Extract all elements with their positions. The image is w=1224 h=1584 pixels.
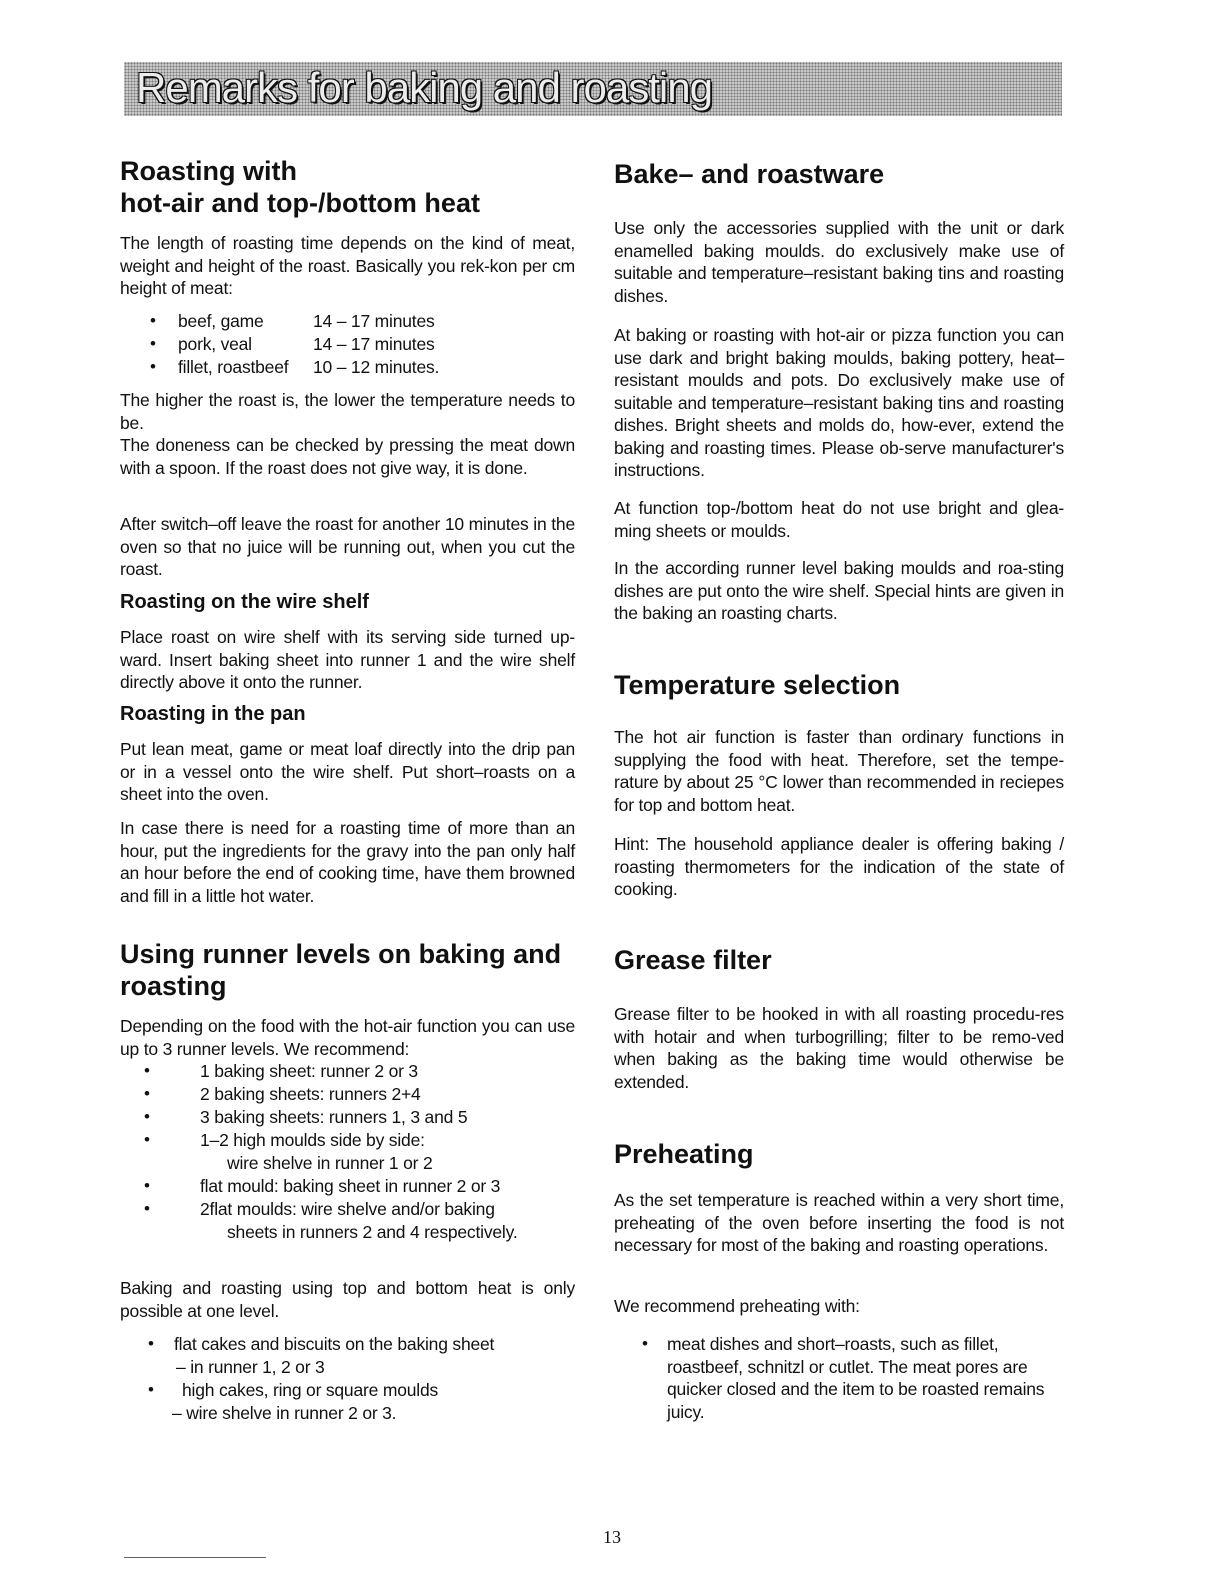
temperature-heading: Temperature selection: [614, 670, 901, 700]
runners-heading-line1: Using runner levels on baking and: [120, 939, 562, 969]
footer-divider: [124, 1557, 266, 1558]
list-bullet: •: [144, 1061, 150, 1080]
grease-text: Grease filter to be hooked in with all roasting procedu-res with hotair and when turbogrilling; filter to be remo-ved when baking as the baking time would otherwise be extended.: [614, 1004, 1064, 1092]
preheating-heading: Preheating: [614, 1139, 754, 1169]
list-bullet: •: [144, 1130, 150, 1149]
runners-heading-line2: roasting: [120, 971, 227, 1001]
bakeware-text-3: At function top-/bottom heat do not use bright and glea-ming sheets or moulds.: [614, 498, 1064, 541]
list-item: 2 baking sheets: runners 2+4: [200, 1084, 421, 1104]
list-item: 2flat moulds: wire shelve and/or baking: [200, 1199, 495, 1219]
preheating-item: meat dishes and short–roasts, such as fillet, roastbeef, schnitzl or cutlet. The meat pores are quicker closed and the item to be roasted remains juicy.: [667, 1334, 1045, 1422]
list-bullet: •: [150, 357, 156, 376]
bakeware-text-1: Use only the accessories supplied with the unit or dark enamelled baking moulds. do exclusively make use of suitable and temperature–resistant baking tins and roasting dishes.: [614, 218, 1064, 306]
list-bullet: •: [150, 311, 156, 330]
list-item-meat: pork, veal: [178, 334, 252, 354]
preheating-text-2: We recommend preheating with:: [614, 1296, 860, 1316]
list-bullet: •: [148, 1380, 154, 1399]
list-item-meat: fillet, roastbeef: [178, 357, 289, 377]
roasting-intro: The length of roasting time depends on the kind of meat, weight and height of the roast. Basically you rek-kon per cm height of meat:: [120, 233, 575, 298]
list-item: flat cakes and biscuits on the baking sheet: [174, 1334, 495, 1354]
list-item-time: 14 – 17 minutes: [313, 311, 435, 331]
grease-heading: Grease filter: [614, 945, 772, 975]
temperature-hint: Hint: The household appliance dealer is offering baking / roasting thermometers for the indication of the state of cooking.: [614, 834, 1064, 899]
runners-intro: Depending on the food with the hot-air function you can use up to 3 runner levels. We recommend:: [120, 1016, 575, 1059]
list-item: wire shelve in runner 1 or 2: [227, 1153, 433, 1173]
list-bullet: •: [144, 1176, 150, 1195]
list-item: high cakes, ring or square moulds: [182, 1380, 439, 1400]
list-bullet: •: [148, 1334, 154, 1353]
list-bullet: •: [150, 334, 156, 353]
section-banner: [124, 62, 1062, 116]
list-item: 3 baking sheets: runners 1, 3 and 5: [200, 1107, 468, 1127]
pan-heading: Roasting in the pan: [120, 703, 306, 725]
roasting-after-text: After switch–off leave the roast for another 10 minutes in the oven so that no juice will be running out, when you cut the roast.: [120, 514, 575, 579]
list-item: – wire shelve in runner 2 or 3.: [172, 1403, 397, 1423]
list-item-meat: beef, game: [178, 311, 264, 331]
list-item: sheets in runners 2 and 4 respectively.: [227, 1222, 518, 1242]
bakeware-text-2: At baking or roasting with hot-air or pizza function you can use dark and bright baking moulds, baking pottery, heat–resistant moulds and pots. Do exclusively make use of suitable and temperature–resistant baking tins and roasting dishes. Bright sheets and molds do, how-ever, extend the baking and roasting times. Please ob-serve manufacturer's instructions.: [614, 325, 1064, 480]
list-item: 1 baking sheet: runner 2 or 3: [200, 1061, 418, 1081]
page-number: 13: [603, 1527, 621, 1547]
preheating-text-1: As the set temperature is reached within a very short time, preheating of the oven before inserting the food is not necessary for most of the baking and roasting operations.: [614, 1190, 1064, 1255]
list-item: flat mould: baking sheet in runner 2 or 3: [200, 1176, 501, 1196]
bakeware-text-4: In the according runner level baking moulds and roa-sting dishes are put onto the wire shelf. Special hints are given in the baking an roasting charts.: [614, 558, 1064, 623]
list-bullet: •: [144, 1199, 150, 1218]
list-item: – in runner 1, 2 or 3: [176, 1357, 325, 1377]
list-bullet: •: [144, 1107, 150, 1126]
list-item-time: 10 – 12 minutes.: [313, 357, 440, 377]
wire-shelf-text: Place roast on wire shelf with its serving side turned up-ward. Insert baking sheet into runner 1 and the wire shelf directly above it onto the runner.: [120, 627, 575, 692]
roasting-heading-line1: Roasting with: [120, 156, 297, 186]
pan-text-1: Put lean meat, game or meat loaf directly into the drip pan or in a vessel onto the wire shelf. Put short–roasts on a sheet into the oven.: [120, 739, 575, 804]
roasting-heading-line2: hot-air and top-/bottom heat: [120, 188, 480, 218]
list-item: 1–2 high moulds side by side:: [200, 1130, 425, 1150]
top-bottom-text: Baking and roasting using top and bottom heat is only possible at one level.: [120, 1278, 575, 1321]
roasting-higher-text: The higher the roast is, the lower the temperature needs to be.: [120, 390, 575, 433]
banner-title: Remarks for baking and roasting: [136, 64, 712, 111]
pan-text-2: In case there is need for a roasting time of more than an hour, put the ingredients for the gravy into the pan only half an hour before the end of cooking time, have them browned and fill in a little hot water.: [120, 818, 575, 906]
wire-shelf-heading: Roasting on the wire shelf: [120, 591, 369, 613]
list-bullet: •: [642, 1334, 648, 1353]
temperature-text-1: The hot air function is faster than ordinary functions in supplying the food with heat. Therefore, set the tempe-rature by about 25 °C lower than recommended in reciepes for top and bottom heat.: [614, 727, 1064, 815]
list-bullet: •: [144, 1084, 150, 1103]
list-item-time: 14 – 17 minutes: [313, 334, 435, 354]
roasting-doneness-text: The doneness can be checked by pressing the meat down with a spoon. If the roast does not give way, it is done.: [120, 435, 575, 478]
bakeware-heading: Bake– and roastware: [614, 159, 885, 189]
